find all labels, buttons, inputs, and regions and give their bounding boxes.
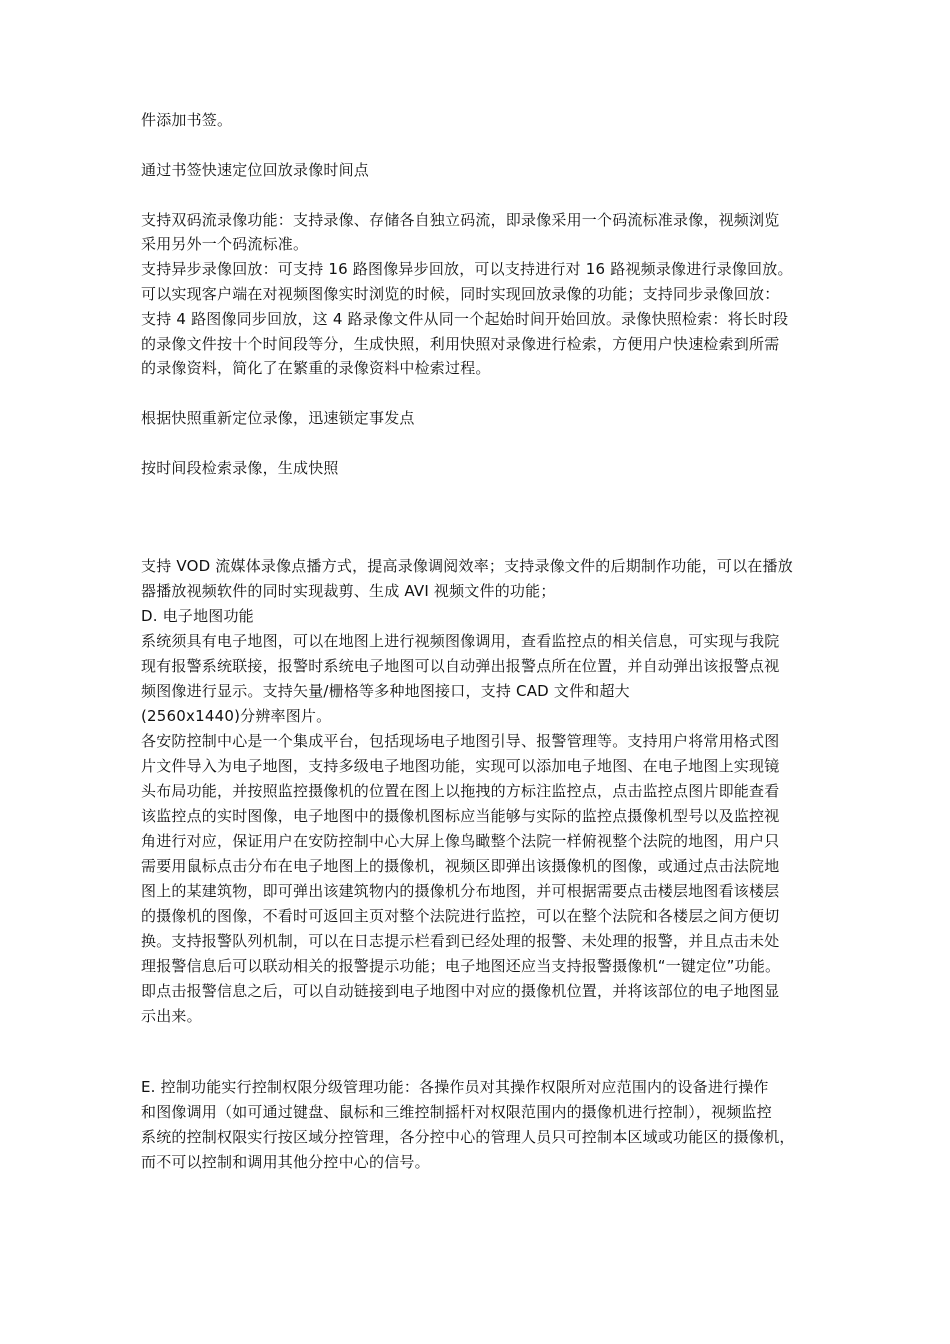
text-line: 示出来。 xyxy=(141,1007,202,1025)
text-line: 现有报警系统联接，报警时系统电子地图可以自动弹出报警点所在位置，并自动弹出该报警点视 xyxy=(141,657,780,675)
text-line: 支持异步录像回放：可支持 16 路图像异步回放，可以支持进行对 16 路视频录像进行录像回放。 xyxy=(141,260,793,278)
section-heading-e: E. 控制功能实行控制权限分级管理功能：各操作员对其操作权限所对应范围内的设备进行操作 xyxy=(141,1078,769,1096)
text-line: 通过书签快速定位回放录像时间点 xyxy=(141,161,370,179)
text-line: 图上的某建筑物，即可弹出该建筑物内的摄像机分布地图，并可根据需要点击楼层地图看该楼层 xyxy=(141,882,780,900)
text-line: 系统须具有电子地图，可以在地图上进行视频图像调用，查看监控点的相关信息，可实现与我院 xyxy=(141,632,780,650)
text-line: 器播放视频软件的同时实现裁剪、生成 AVI 视频文件的功能； xyxy=(141,582,556,600)
text-line: 按时间段检索录像，生成快照 xyxy=(141,459,339,477)
text-line: 需要用鼠标点击分布在电子地图上的摄像机，视频区即弹出该摄像机的图像，或通过点击法院地 xyxy=(141,857,780,875)
text-line: (2560x1440)分辨率图片。 xyxy=(141,707,332,725)
text-line: 支持 4 路图像同步回放，这 4 路录像文件从同一个起始时间开始回放。录像快照检索：将长时段 xyxy=(141,310,789,328)
text-line: 的录像文件按十个时间段等分，生成快照，利用快照对录像进行检索，方便用户快速检索到所需 xyxy=(141,335,780,353)
text-line: 的录像资料，简化了在繁重的录像资料中检索过程。 xyxy=(141,359,491,377)
text-line: 理报警信息后可以联动相关的报警提示功能；电子地图还应当支持报警摄像机“一键定位”功能。 xyxy=(141,957,781,975)
text-line: 而不可以控制和调用其他分控中心的信号。 xyxy=(141,1153,430,1171)
text-line: 支持 VOD 流媒体录像点播方式，提高录像调阅效率；支持录像文件的后期制作功能，可以在播放 xyxy=(141,557,793,575)
text-line: 该监控点的实时图像，电子地图中的摄像机图标应当能够与实际的监控点摄像机型号以及监控视 xyxy=(141,807,780,825)
text-line: 的摄像机的图像，不看时可返回主页对整个法院进行监控，可以在整个法院和各楼层之间方便切 xyxy=(141,907,780,925)
text-line: 各安防控制中心是一个集成平台，包括现场电子地图引导、报警管理等。支持用户将常用格式图 xyxy=(141,732,780,750)
section-heading-d: D. 电子地图功能 xyxy=(141,607,254,625)
text-line: 件添加书签。 xyxy=(141,111,233,129)
text-line: 换。支持报警队列机制，可以在日志提示栏看到已经处理的报警、未处理的报警，并且点击未处 xyxy=(141,932,780,950)
text-line: 支持双码流录像功能：支持录像、存储各自独立码流，即录像采用一个码流标准录像，视频浏览 xyxy=(141,211,780,229)
text-line: 采用另外一个码流标准。 xyxy=(141,235,309,253)
text-line: 即点击报警信息之后，可以自动链接到电子地图中对应的摄像机位置，并将该部位的电子地图显 xyxy=(141,982,780,1000)
text-line: 片文件导入为电子地图，支持多级电子地图功能，实现可以添加电子地图、在电子地图上实现镜 xyxy=(141,757,780,775)
text-line: 和图像调用（如可通过键盘、鼠标和三维控制摇杆对权限范围内的摄像机进行控制），视频监控 xyxy=(141,1103,772,1121)
text-line: 头布局功能，并按照监控摄像机的位置在图上以拖拽的方标注监控点，点击监控点图片即能查看 xyxy=(141,782,780,800)
text-line: 角进行对应，保证用户在安防控制中心大屏上像鸟瞰整个法院一样俯视整个法院的地图，用户只 xyxy=(141,832,780,850)
text-line: 可以实现客户端在对视频图像实时浏览的时候，同时实现回放录像的功能；支持同步录像回放： xyxy=(141,285,780,303)
text-line: 频图像进行显示。支持矢量/栅格等多种地图接口，支持 CAD 文件和超大 xyxy=(141,682,630,700)
text-line: 根据快照重新定位录像，迅速锁定事发点 xyxy=(141,409,415,427)
text-line: 系统的控制权限实行按区域分控管理，各分控中心的管理人员只可控制本区域或功能区的摄像机， xyxy=(141,1128,795,1146)
